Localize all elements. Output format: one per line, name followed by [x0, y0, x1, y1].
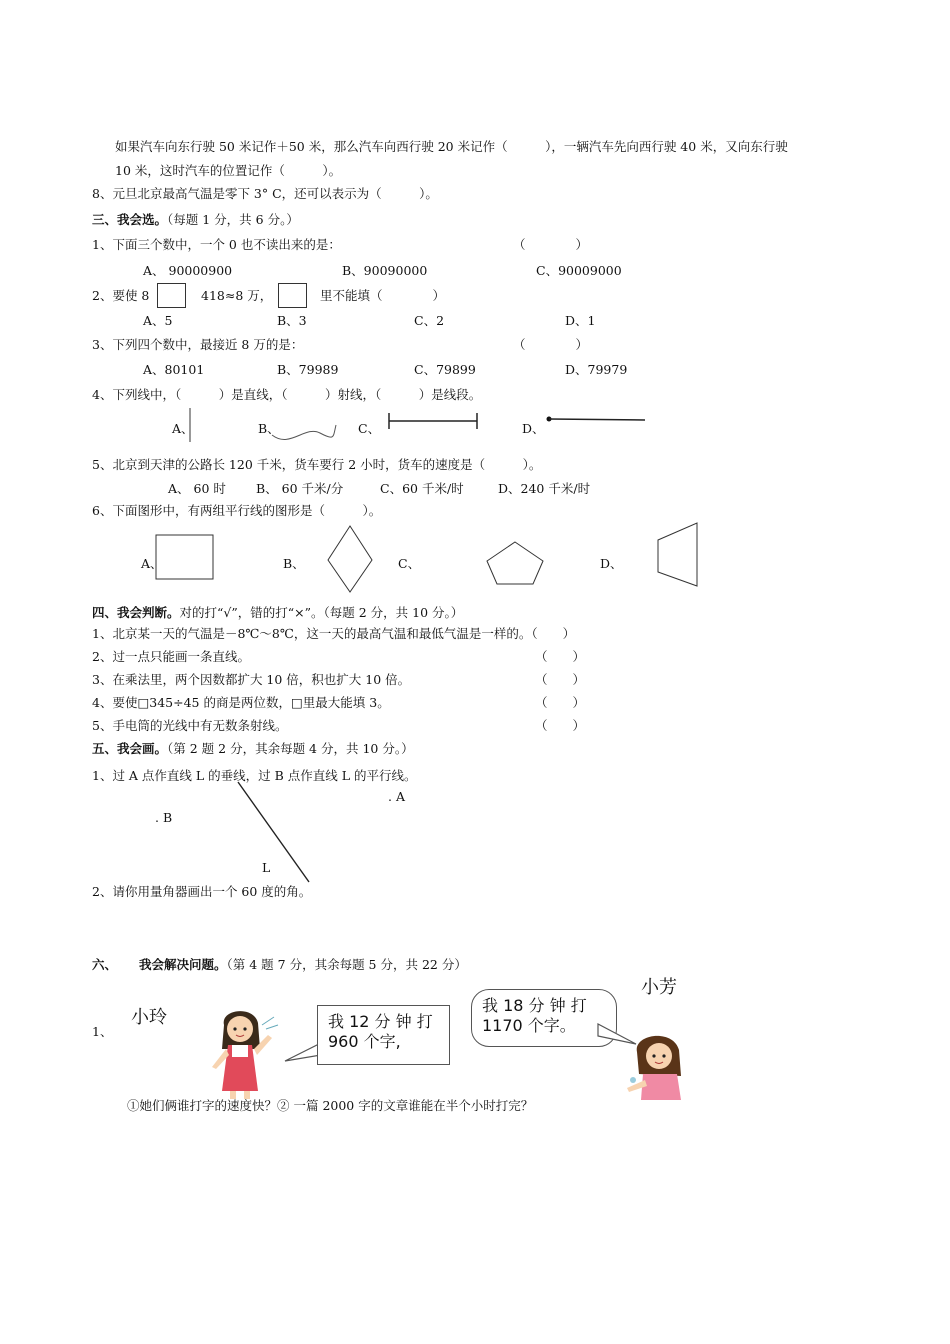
- s3-q3-option-c: C、79899: [414, 362, 476, 377]
- line-l-figure: [0, 780, 950, 900]
- s3-q6-label-d: D、: [600, 556, 623, 571]
- speech-bubble-xiaoling: 我 12 分 钟 打 960 个字,: [317, 1005, 450, 1065]
- s3-q5-option-d: D、240 千米/时: [498, 481, 591, 496]
- s5-question-1: 1、过 A 点作直线 L 的垂线，过 B 点作直线 L 的平行线。: [92, 768, 417, 783]
- figure-b-curve: [272, 425, 336, 439]
- section-6-note: （第 4 题 7 分，其余每题 5 分，共 22 分）: [226, 957, 467, 972]
- s3-q5-option-c: C、60 千米/时: [380, 481, 464, 496]
- s3-q6-label-a: A、: [141, 556, 163, 571]
- s3-q6-label-c: C、: [398, 556, 421, 571]
- s4-q3-paren: （ ）: [535, 672, 586, 687]
- s3-question-2-mid: 418≈8 万，: [201, 288, 273, 303]
- s3-question-2-pre: 2、要使 8: [92, 288, 150, 303]
- shape-figures: [0, 520, 950, 600]
- answer-box-2: [278, 283, 307, 308]
- s3-q4-label-d: D、: [522, 421, 545, 436]
- s3-question-5: 5、北京到天津的公路长 120 千米，货车要行 2 小时，货车的速度是（ ）。: [92, 457, 542, 472]
- name-xiaoling: 小玲: [131, 1007, 167, 1028]
- s3-q5-option-a: A、 60 时: [168, 481, 226, 496]
- s3-q5-option-b: B、 60 千米/分: [256, 481, 344, 496]
- question-7-line-1: 如果汽车向东行驶 50 米记作＋50 米，那么汽车向西行驶 20 米记作（ ），一辆汽车先向西行驶 40 米，又向东行驶: [115, 139, 788, 154]
- s3-q3-option-d: D、79979: [565, 362, 628, 377]
- s3-q1-option-c: C、90009000: [536, 263, 622, 278]
- s3-q4-label-b: B、: [258, 421, 280, 436]
- s3-q1-option-b: B、90090000: [342, 263, 428, 278]
- s6-question-1-number: 1、: [92, 1024, 113, 1039]
- girl-xiaoling-illustration: [202, 1005, 282, 1101]
- s3-question-2-post: 里不能填（ ）: [320, 288, 446, 303]
- s3-question-3: 3、下列四个数中，最接近 8 万的是：: [92, 337, 304, 352]
- section-6-title: 我会解决问题。: [139, 957, 227, 972]
- s3-question-4: 4、下列线中，（ ）是直线，（ ）射线，（ ）是线段。: [92, 387, 482, 402]
- figure-rhombus: [328, 526, 372, 592]
- s3-q4-label-a: A、: [172, 421, 194, 436]
- figure-trapezoid: [658, 523, 697, 586]
- section-4-title: 四、我会判断。: [92, 605, 180, 620]
- s4-question-4: 4、要使□345÷45 的商是两位数，□里最大能填 3。: [92, 695, 390, 710]
- s3-q3-option-b: B、79989: [277, 362, 339, 377]
- section-3-note: （每题 1 分，共 6 分。）: [167, 212, 299, 227]
- s4-question-5: 5、手电筒的光线中有无数条射线。: [92, 718, 288, 733]
- s3-q2-option-c: C、2: [414, 313, 445, 328]
- s3-question-6: 6、下面图形中，有两组平行线的图形是（ ）。: [92, 503, 382, 518]
- section-3-title: 三、我会选。: [92, 212, 168, 227]
- s3-q3-option-a: A、80101: [143, 362, 205, 377]
- question-8: 8、元旦北京最高气温是零下 3° C，还可以表示为（ ）。: [92, 186, 438, 201]
- s6-question-1-text: ①她们俩谁打字的速度快？② 一篇 2000 字的文章谁能在半个小时打完？: [127, 1098, 534, 1113]
- section-6-number: 六、: [92, 957, 118, 972]
- section-4-heading: [92, 605, 463, 621]
- section-5-title: 五、我会画。: [92, 741, 168, 756]
- figure-rectangle: [156, 535, 213, 579]
- answer-box-1: [157, 283, 186, 308]
- section-5-note: （第 2 题 2 分，其余每题 4 分，共 10 分。）: [167, 741, 414, 756]
- line-figures: [0, 405, 950, 465]
- s3-q2-option-b: B、3: [277, 313, 307, 328]
- s5-question-2: 2、请你用量角器画出一个 60 度的角。: [92, 884, 312, 899]
- line-l: [238, 782, 309, 882]
- girl-xiaofang-illustration: [623, 1030, 693, 1102]
- s3-q1-answer-paren: （ ）: [513, 237, 589, 252]
- section-4-note: 对的打“√”，错的打“×”。（每题 2 分，共 10 分。）: [179, 605, 464, 620]
- s3-question-1: 1、下面三个数中，一个 0 也不读出来的是：: [92, 237, 341, 252]
- section-6-heading: [92, 957, 467, 973]
- figure-d-ray: [549, 419, 645, 420]
- s3-q4-label-c: C、: [358, 421, 381, 436]
- s3-q1-option-a: A、 90000900: [143, 263, 233, 278]
- question-7-line-2: 10 米，这时汽车的位置记作（ ）。: [115, 163, 342, 178]
- section-3-heading: [92, 212, 299, 228]
- s3-q2-option-d: D、1: [565, 313, 596, 328]
- s4-q4-paren: （ ）: [535, 695, 586, 710]
- s3-q6-label-b: B、: [283, 556, 305, 571]
- figure-pentagon: [487, 542, 543, 584]
- point-a-label: . A: [388, 789, 405, 804]
- s4-q5-paren: （ ）: [535, 718, 586, 733]
- s4-q2-paren: （ ）: [535, 649, 586, 664]
- point-b-label: . B: [155, 810, 173, 825]
- line-l-label: L: [262, 860, 271, 875]
- s3-q3-answer-paren: （ ）: [513, 337, 589, 352]
- s3-q2-option-a: A、5: [143, 313, 173, 328]
- section-5-heading: [92, 741, 414, 757]
- speech-bubble-xiaofang: 我 18 分 钟 打 1170 个字。: [471, 989, 617, 1047]
- s4-question-2: 2、过一点只能画一条直线。: [92, 649, 250, 664]
- s4-question-1: 1、北京某一天的气温是－8℃～8℃，这一天的最高气温和最低气温是一样的。（ ）: [92, 626, 576, 641]
- name-xiaofang: 小芳: [641, 977, 677, 998]
- s4-question-3: 3、在乘法里，两个因数都扩大 10 倍，积也扩大 10 倍。: [92, 672, 411, 687]
